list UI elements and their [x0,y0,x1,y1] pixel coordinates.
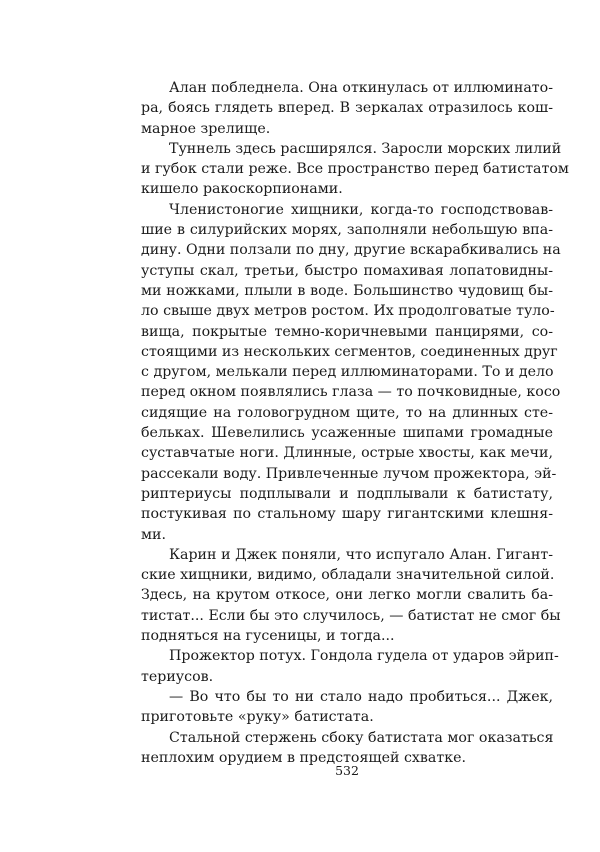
paragraph [141,139,569,200]
text-line: с другом, мелькали перед иллюминаторами. То и дело [141,364,554,381]
text-line: перед окном появлялись глаза — то почковидные, косо [141,384,561,401]
text-line: Туннель здесь расширялся. Заросли морских лилий [169,140,562,157]
paragraph [141,687,553,728]
paragraph [141,646,559,687]
text-line: Алан побледнела. Она откинулась от иллюминато- [169,80,553,96]
text-line: Карин и Джек поняли, что испугало Алан. Гигант- [169,546,553,563]
text-line: рассекали воду. Привлеченные лучом прожектора, эй- [141,465,557,482]
text-line: шие в силурийских морях, заполняли небольшую впа- [141,222,553,239]
text-line: суставчатые ноги. Длинные, острые хвосты, как мечи, [141,445,553,462]
book-page [141,78,569,852]
text-line: риптериусы подплывали и подплывали к батистату, [141,485,553,502]
text-line: Здесь, на крутом откосе, они легко могли свалить ба- [141,587,553,604]
text-line: сидящие на головогрудном щите, то на длинных сте- [141,404,553,421]
text-line: бельках. Шевелились усаженные шипами громадные [141,425,553,442]
text-line: дину. Одни ползали по дну, другие вскарабкивались на [141,242,561,259]
text-line: ми. [141,526,167,543]
text-line: Членистоногие хищники, когда-то господствовав- [169,201,553,218]
text-line: уступы скал, третьи, быстро помахивая лопатовидны- [141,262,553,279]
text-line: и губок стали реже. Все пространство перед батистатом [141,161,569,178]
text-line: тистат... Если бы это случилось, — батистат не смог бы [141,607,561,624]
text-line: приготовьте «руку» батистата. [141,709,374,726]
page-text [141,78,569,768]
text-line: Стальной стержень сбоку батистата мог оказаться [169,729,554,746]
text-line: ми ножками, плыли в воде. Большинство чудовищ бы- [141,282,553,299]
text-line: постукивая по стальному шару гигантскими клешня- [141,506,553,523]
text-line: — Во что бы то ни стало надо пробиться... Джек, [169,688,553,705]
text-line: вища, покрытые темно-коричневыми панцирями, со- [141,323,553,340]
text-line: ра, боясь глядеть вперед. В зеркалах отразилось кош- [141,100,553,117]
text-line: кишело ракоскорпионами. [141,181,343,198]
text-line: ские хищники, видимо, обладали значительной силой. [141,567,555,584]
text-line: неплохим орудием в предстоящей схватке. [141,749,466,766]
paragraph [141,545,561,646]
paragraph [141,200,561,545]
text-line: ло свыше двух метров ростом. Их продолговатые туло- [141,303,555,320]
text-line: марное зрелище. [141,120,271,137]
text-line: подняться на гусеницы, и тогда... [141,628,395,645]
paragraph [141,728,553,769]
text-line: Прожектор потух. Гондола гудела от ударов эйрип- [169,648,559,665]
paragraph [141,78,553,139]
page-number: 532 [335,763,359,778]
text-line: стоящими из нескольких сегментов, соединенных друг [141,343,558,360]
text-line: териусов. [141,668,214,685]
